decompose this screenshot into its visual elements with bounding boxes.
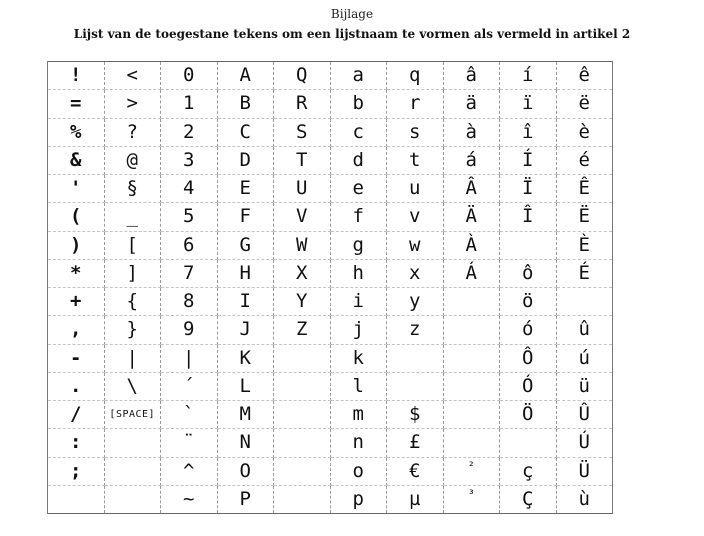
character-cell: Z xyxy=(274,316,331,344)
table-row xyxy=(48,231,613,259)
character-cell: I xyxy=(217,288,274,316)
character-cell: t xyxy=(387,146,444,174)
character-cell: H xyxy=(217,259,274,287)
character-cell: _ xyxy=(104,203,161,231)
character-cell: = xyxy=(48,90,105,118)
table-row xyxy=(48,288,613,316)
table-row xyxy=(48,62,613,90)
character-cell: d xyxy=(330,146,387,174)
character-cell: @ xyxy=(104,146,161,174)
character-cell: q xyxy=(387,62,444,90)
character-cell: ` xyxy=(161,401,218,429)
character-cell: e xyxy=(330,175,387,203)
character-cell: k xyxy=(330,344,387,372)
character-cell xyxy=(274,429,331,457)
character-cell: [ xyxy=(104,231,161,259)
character-cell: Ï xyxy=(500,175,557,203)
character-cell: Ó xyxy=(500,372,557,400)
table-row xyxy=(48,118,613,146)
character-cell: E xyxy=(217,175,274,203)
character-cell: 5 xyxy=(161,203,218,231)
allowed-characters-table-body xyxy=(48,62,613,514)
character-cell: ; xyxy=(48,457,105,485)
character-cell: ü xyxy=(556,372,613,400)
table-row xyxy=(48,344,613,372)
character-cell: , xyxy=(48,316,105,344)
character-cell xyxy=(274,344,331,372)
character-cell: b xyxy=(330,90,387,118)
character-cell: O xyxy=(217,457,274,485)
character-cell: g xyxy=(330,231,387,259)
character-cell: ä xyxy=(443,90,500,118)
character-cell: § xyxy=(104,175,161,203)
character-cell: C xyxy=(217,118,274,146)
character-cell: Ô xyxy=(500,344,557,372)
table-row xyxy=(48,146,613,174)
character-cell: î xyxy=(500,118,557,146)
character-cell: ´ xyxy=(161,372,218,400)
allowed-characters-table xyxy=(47,61,613,514)
character-cell: Ç xyxy=(500,485,557,513)
character-cell: ¨ xyxy=(161,429,218,457)
table-row xyxy=(48,203,613,231)
character-cell xyxy=(387,372,444,400)
character-cell: } xyxy=(104,316,161,344)
character-cell: 1 xyxy=(161,90,218,118)
table-row xyxy=(48,485,613,513)
table-row xyxy=(48,175,613,203)
character-cell xyxy=(443,316,500,344)
character-cell: Â xyxy=(443,175,500,203)
character-cell: : xyxy=(48,429,105,457)
character-cell xyxy=(274,485,331,513)
table-row xyxy=(48,457,613,485)
character-cell: x xyxy=(387,259,444,287)
character-cell: Á xyxy=(443,259,500,287)
character-cell: 7 xyxy=(161,259,218,287)
character-cell: 2 xyxy=(161,118,218,146)
character-cell: Y xyxy=(274,288,331,316)
character-cell: S xyxy=(274,118,331,146)
character-cell: N xyxy=(217,429,274,457)
character-cell: w xyxy=(387,231,444,259)
character-cell: h xyxy=(330,259,387,287)
character-cell: ~ xyxy=(161,485,218,513)
character-cell: v xyxy=(387,203,444,231)
character-cell: i xyxy=(330,288,387,316)
character-cell: Ö xyxy=(500,401,557,429)
character-cell: ú xyxy=(556,344,613,372)
character-cell: Ä xyxy=(443,203,500,231)
character-cell: . xyxy=(48,372,105,400)
character-cell: % xyxy=(48,118,105,146)
character-cell xyxy=(500,231,557,259)
character-cell: F xyxy=(217,203,274,231)
character-cell: K xyxy=(217,344,274,372)
character-cell: V xyxy=(274,203,331,231)
character-cell xyxy=(274,401,331,429)
character-cell: { xyxy=(104,288,161,316)
character-cell: ! xyxy=(48,62,105,90)
character-cell: * xyxy=(48,259,105,287)
character-cell: Í xyxy=(500,146,557,174)
character-cell: u xyxy=(387,175,444,203)
character-cell: ç xyxy=(500,457,557,485)
character-cell: P xyxy=(217,485,274,513)
character-cell: G xyxy=(217,231,274,259)
character-cell: ï xyxy=(500,90,557,118)
character-cell: o xyxy=(330,457,387,485)
character-cell: Ü xyxy=(556,457,613,485)
character-cell: ù xyxy=(556,485,613,513)
character-cell xyxy=(274,372,331,400)
character-cell xyxy=(104,485,161,513)
character-cell: j xyxy=(330,316,387,344)
character-cell: É xyxy=(556,259,613,287)
character-cell: ^ xyxy=(161,457,218,485)
character-cell: 6 xyxy=(161,231,218,259)
character-cell: ö xyxy=(500,288,557,316)
character-cell: À xyxy=(443,231,500,259)
character-cell: ] xyxy=(104,259,161,287)
character-cell: L xyxy=(217,372,274,400)
character-cell: s xyxy=(387,118,444,146)
character-cell: 0 xyxy=(161,62,218,90)
character-cell: ) xyxy=(48,231,105,259)
character-cell xyxy=(556,288,613,316)
character-cell xyxy=(104,457,161,485)
character-cell: µ xyxy=(387,485,444,513)
character-cell: W xyxy=(274,231,331,259)
character-cell: m xyxy=(330,401,387,429)
character-cell: ² xyxy=(443,457,500,485)
character-cell: D xyxy=(217,146,274,174)
character-cell: $ xyxy=(387,401,444,429)
character-cell: + xyxy=(48,288,105,316)
character-cell: Ë xyxy=(556,203,613,231)
character-cell: ë xyxy=(556,90,613,118)
character-cell: a xyxy=(330,62,387,90)
table-row xyxy=(48,429,613,457)
character-cell: | xyxy=(104,344,161,372)
character-cell xyxy=(500,429,557,457)
character-cell: é xyxy=(556,146,613,174)
character-cell xyxy=(443,401,500,429)
character-cell: ô xyxy=(500,259,557,287)
character-cell: û xyxy=(556,316,613,344)
character-cell: á xyxy=(443,146,500,174)
character-cell: | xyxy=(161,344,218,372)
character-cell: ó xyxy=(500,316,557,344)
character-cell: Q xyxy=(274,62,331,90)
character-cell: & xyxy=(48,146,105,174)
character-cell xyxy=(274,457,331,485)
character-cell: 4 xyxy=(161,175,218,203)
character-cell: c xyxy=(330,118,387,146)
character-cell xyxy=(48,485,105,513)
character-cell: - xyxy=(48,344,105,372)
character-cell: ( xyxy=(48,203,105,231)
character-cell: U xyxy=(274,175,331,203)
character-cell: Ú xyxy=(556,429,613,457)
character-cell xyxy=(443,288,500,316)
table-row xyxy=(48,259,613,287)
page-subheading: Lijst van de toegestane tekens om een lijstnaam te vormen als vermeld in artikel 2 xyxy=(73,27,631,41)
character-cell: M xyxy=(217,401,274,429)
character-cell: È xyxy=(556,231,613,259)
character-cell: J xyxy=(217,316,274,344)
character-cell: / xyxy=(48,401,105,429)
character-cell: ê xyxy=(556,62,613,90)
character-cell: à xyxy=(443,118,500,146)
character-cell xyxy=(104,429,161,457)
character-cell xyxy=(443,372,500,400)
character-cell: < xyxy=(104,62,161,90)
character-cell: T xyxy=(274,146,331,174)
character-cell: Î xyxy=(500,203,557,231)
table-row xyxy=(48,90,613,118)
table-row xyxy=(48,372,613,400)
character-cell: 9 xyxy=(161,316,218,344)
character-cell: è xyxy=(556,118,613,146)
character-cell: z xyxy=(387,316,444,344)
character-cell: € xyxy=(387,457,444,485)
character-cell: 8 xyxy=(161,288,218,316)
character-cell: n xyxy=(330,429,387,457)
character-cell: f xyxy=(330,203,387,231)
character-cell: X xyxy=(274,259,331,287)
character-cell: l xyxy=(330,372,387,400)
character-cell: > xyxy=(104,90,161,118)
character-cell xyxy=(443,344,500,372)
page-heading: Bijlage xyxy=(330,7,374,21)
character-cell: £ xyxy=(387,429,444,457)
table-row xyxy=(48,401,613,429)
table-row xyxy=(48,316,613,344)
character-cell xyxy=(387,344,444,372)
character-cell: í xyxy=(500,62,557,90)
character-cell: B xyxy=(217,90,274,118)
character-cell: y xyxy=(387,288,444,316)
character-cell: [SPACE] xyxy=(104,401,161,429)
character-cell: R xyxy=(274,90,331,118)
character-cell: Û xyxy=(556,401,613,429)
character-cell: ³ xyxy=(443,485,500,513)
character-cell: \ xyxy=(104,372,161,400)
character-cell: A xyxy=(217,62,274,90)
character-cell: p xyxy=(330,485,387,513)
character-cell: ' xyxy=(48,175,105,203)
character-cell: 3 xyxy=(161,146,218,174)
character-cell xyxy=(443,429,500,457)
character-cell: ? xyxy=(104,118,161,146)
character-cell: Ê xyxy=(556,175,613,203)
character-cell: â xyxy=(443,62,500,90)
character-cell: r xyxy=(387,90,444,118)
